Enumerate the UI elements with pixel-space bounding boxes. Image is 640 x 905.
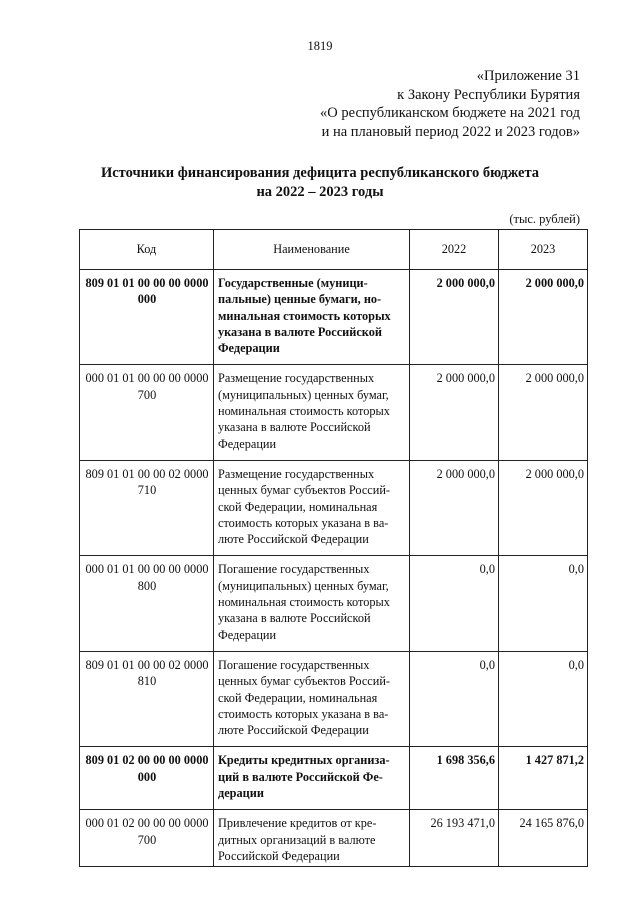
row-name: Погашение государственных (муниципальных) ценных бумаг, номинальная стоимость которых указана в валюте Российской Федерации [214, 556, 410, 651]
table-row [80, 556, 588, 651]
row-name: Привлечение кредитов от кре-дитных организаций в валюте Российской Федерации [214, 810, 410, 867]
row-code: 809 01 01 00 00 02 0000 810 [80, 651, 214, 746]
budget-sources-table [79, 229, 588, 867]
table-row [80, 365, 588, 460]
row-value-2022: 2 000 000,0 [410, 270, 499, 365]
header-name: Наименование [214, 230, 410, 270]
appendix-line-2: к Закону Республики Бурятия [397, 86, 580, 103]
title-line-2: на 2022 – 2023 годы [256, 183, 384, 200]
row-value-2023: 1 427 871,2 [499, 747, 588, 810]
row-value-2022: 2 000 000,0 [410, 365, 499, 460]
row-code: 000 01 02 00 00 00 0000 700 [80, 810, 214, 867]
row-code: 000 01 01 00 00 00 0000 800 [80, 556, 214, 651]
row-value-2023: 2 000 000,0 [499, 460, 588, 555]
page-number: 1819 [307, 39, 333, 53]
header-code: Код [80, 230, 214, 270]
table-row [80, 460, 588, 555]
row-value-2023: 0,0 [499, 556, 588, 651]
row-code: 809 01 01 00 00 02 0000 710 [80, 460, 214, 555]
title-line-1: Источники финансирования дефицита республиканского бюджета [100, 165, 540, 181]
units-note: (тыс. рублей) [509, 212, 580, 226]
row-code: 000 01 01 00 00 00 0000 700 [80, 365, 214, 460]
row-value-2022: 1 698 356,6 [410, 747, 499, 810]
table-header-row [80, 230, 588, 270]
document-title [0, 164, 640, 201]
appendix-line-1: «Приложение 31 [476, 68, 580, 84]
table-row [80, 810, 588, 867]
row-code: 809 01 01 00 00 00 0000 000 [80, 270, 214, 365]
row-value-2022: 0,0 [410, 556, 499, 651]
row-code: 809 01 02 00 00 00 0000 000 [80, 747, 214, 810]
row-value-2022: 2 000 000,0 [410, 460, 499, 555]
table-row [80, 651, 588, 746]
header-2023: 2023 [499, 230, 588, 270]
row-value-2022: 26 193 471,0 [410, 810, 499, 867]
row-name: Кредиты кредитных организа-ций в валюте Российской Фе-дерации [214, 747, 410, 810]
appendix-line-4: и на плановый период 2022 и 2023 годов» [321, 123, 580, 140]
table-row [80, 270, 588, 365]
table-row [80, 747, 588, 810]
row-value-2022: 0,0 [410, 651, 499, 746]
appendix-line-3: «О республиканском бюджете на 2021 год [320, 105, 580, 121]
row-value-2023: 2 000 000,0 [499, 270, 588, 365]
row-value-2023: 24 165 876,0 [499, 810, 588, 867]
row-value-2023: 2 000 000,0 [499, 365, 588, 460]
row-name: Размещение государственных (муниципальных) ценных бумаг, номинальная стоимость которых указана в валюте Российской Федерации [214, 365, 410, 460]
header-2022: 2022 [410, 230, 499, 270]
row-name: Погашение государственных ценных бумаг субъектов Россий-ской Федерации, номинальная стоимость которых указана в ва-люте Российской Федерации [214, 651, 410, 746]
row-name: Размещение государственных ценных бумаг субъектов Россий-ской Федерации, номинальная стоимость которых указана в ва-люте Российской Федерации [214, 460, 410, 555]
row-name: Государственные (муници-пальные) ценные бумаги, но-минальная стоимость которых указана в валюте Российской Федерации [214, 270, 410, 365]
row-value-2023: 0,0 [499, 651, 588, 746]
appendix-header [320, 67, 580, 141]
